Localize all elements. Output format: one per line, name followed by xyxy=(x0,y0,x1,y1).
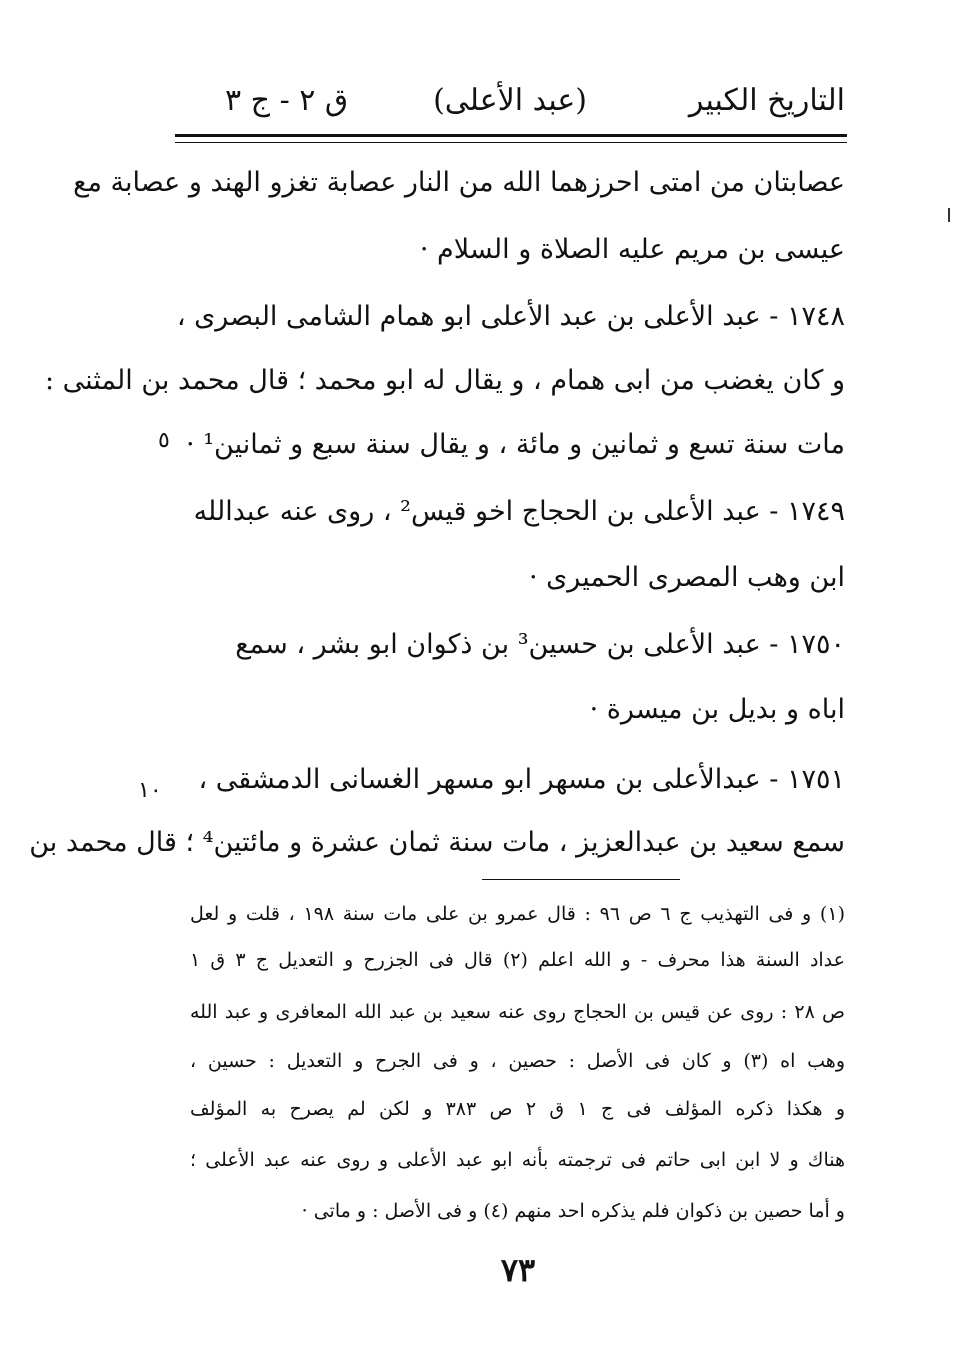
running-header xyxy=(175,78,845,130)
page-edge-mark xyxy=(948,208,950,222)
footnote-line: (١) و فى التهذيب ج ٦ ص ٩٦ : قال عمرو بن على مات سنة ١٩٨ ، قلت و لعل xyxy=(190,903,845,925)
footnote-line: ص ٢٨ : روى عن قيس بن الحجاج روى عنه سعيد بن عبد الله المعافرى و عبد الله xyxy=(190,1001,845,1023)
text-line: عيسى بن مريم عليه الصلاة و السلام · xyxy=(419,234,845,265)
footnote-line: وهب اه (٣) و كان فى الأصل : حصين ، و فى الجرح و التعديل : حسين ، xyxy=(190,1050,845,1072)
text-line: مات سنة تسع و ثمانين و مائة ، و يقال سنة سبع و ثمانين¹ · xyxy=(186,429,845,460)
footnote-separator xyxy=(482,879,680,880)
entry-heading: ١٧٤٩ - عبد الأعلى بن الحجاج اخو قيس² ، روى عنه عبدالله xyxy=(193,496,845,527)
header-rule-thick xyxy=(175,134,847,137)
entry-heading: ١٧٥١ - عبدالأعلى بن مسهر ابو مسهر الغسانى الدمشقى ، xyxy=(198,764,845,795)
footnote-line: و أما حصين بن ذكوان فلم يذكره احد منهم (٤) و فى الأصل : و ماتى · xyxy=(301,1200,845,1222)
footnote-line: عداد السنة هذا محرف - و الله اعلم (٢) قال فى الجزرح و التعديل ج ٣ ق ١ xyxy=(190,949,845,971)
margin-line-number: ١٠ xyxy=(138,778,162,803)
page-number: ٧٣ xyxy=(500,1251,536,1289)
footnote-line: هناك و لا ابن ابى حاتم فى ترجمته بأنه ابو عبد الأعلى و روى عنه عبد الأعلى ؛ xyxy=(190,1149,845,1171)
entry-heading: ١٧٤٨ - عبد الأعلى بن عبد الأعلى ابو همام الشامى البصرى ، xyxy=(176,301,845,332)
margin-line-number: ٥ xyxy=(158,428,170,453)
text-line: سمع سعيد بن عبدالعزيز ، مات سنة ثمان عشرة و مائتين⁴ ؛ قال محمد بن xyxy=(29,827,845,858)
text-line: ابن وهب المصرى الحميرى · xyxy=(529,562,845,593)
section-title: (عبد الأعلى) xyxy=(433,83,587,118)
text-line: عصابتان من امتى احرزهما الله من النار عصابة تغزو الهند و عصابة مع xyxy=(73,167,845,198)
header-rule-thin xyxy=(175,142,847,143)
text-line: و كان يغضب من ابى همام ، و يقال له ابو محمد ؛ قال محمد بن المثنى : xyxy=(44,365,845,396)
book-title: التاريخ الكبير xyxy=(688,83,845,118)
text-line: اباه و بديل بن ميسرة · xyxy=(589,694,845,725)
footnote-line: و هكذا ذكره المؤلف فى ج ١ ق ٢ ص ٣٨٣ و لكن لم يصرح به المؤلف xyxy=(190,1098,845,1120)
volume-reference: ق ٢ - ج ٣ xyxy=(225,83,349,118)
entry-heading: ١٧٥٠ - عبد الأعلى بن حسين³ بن ذكوان ابو بشر ، سمع xyxy=(235,629,845,660)
